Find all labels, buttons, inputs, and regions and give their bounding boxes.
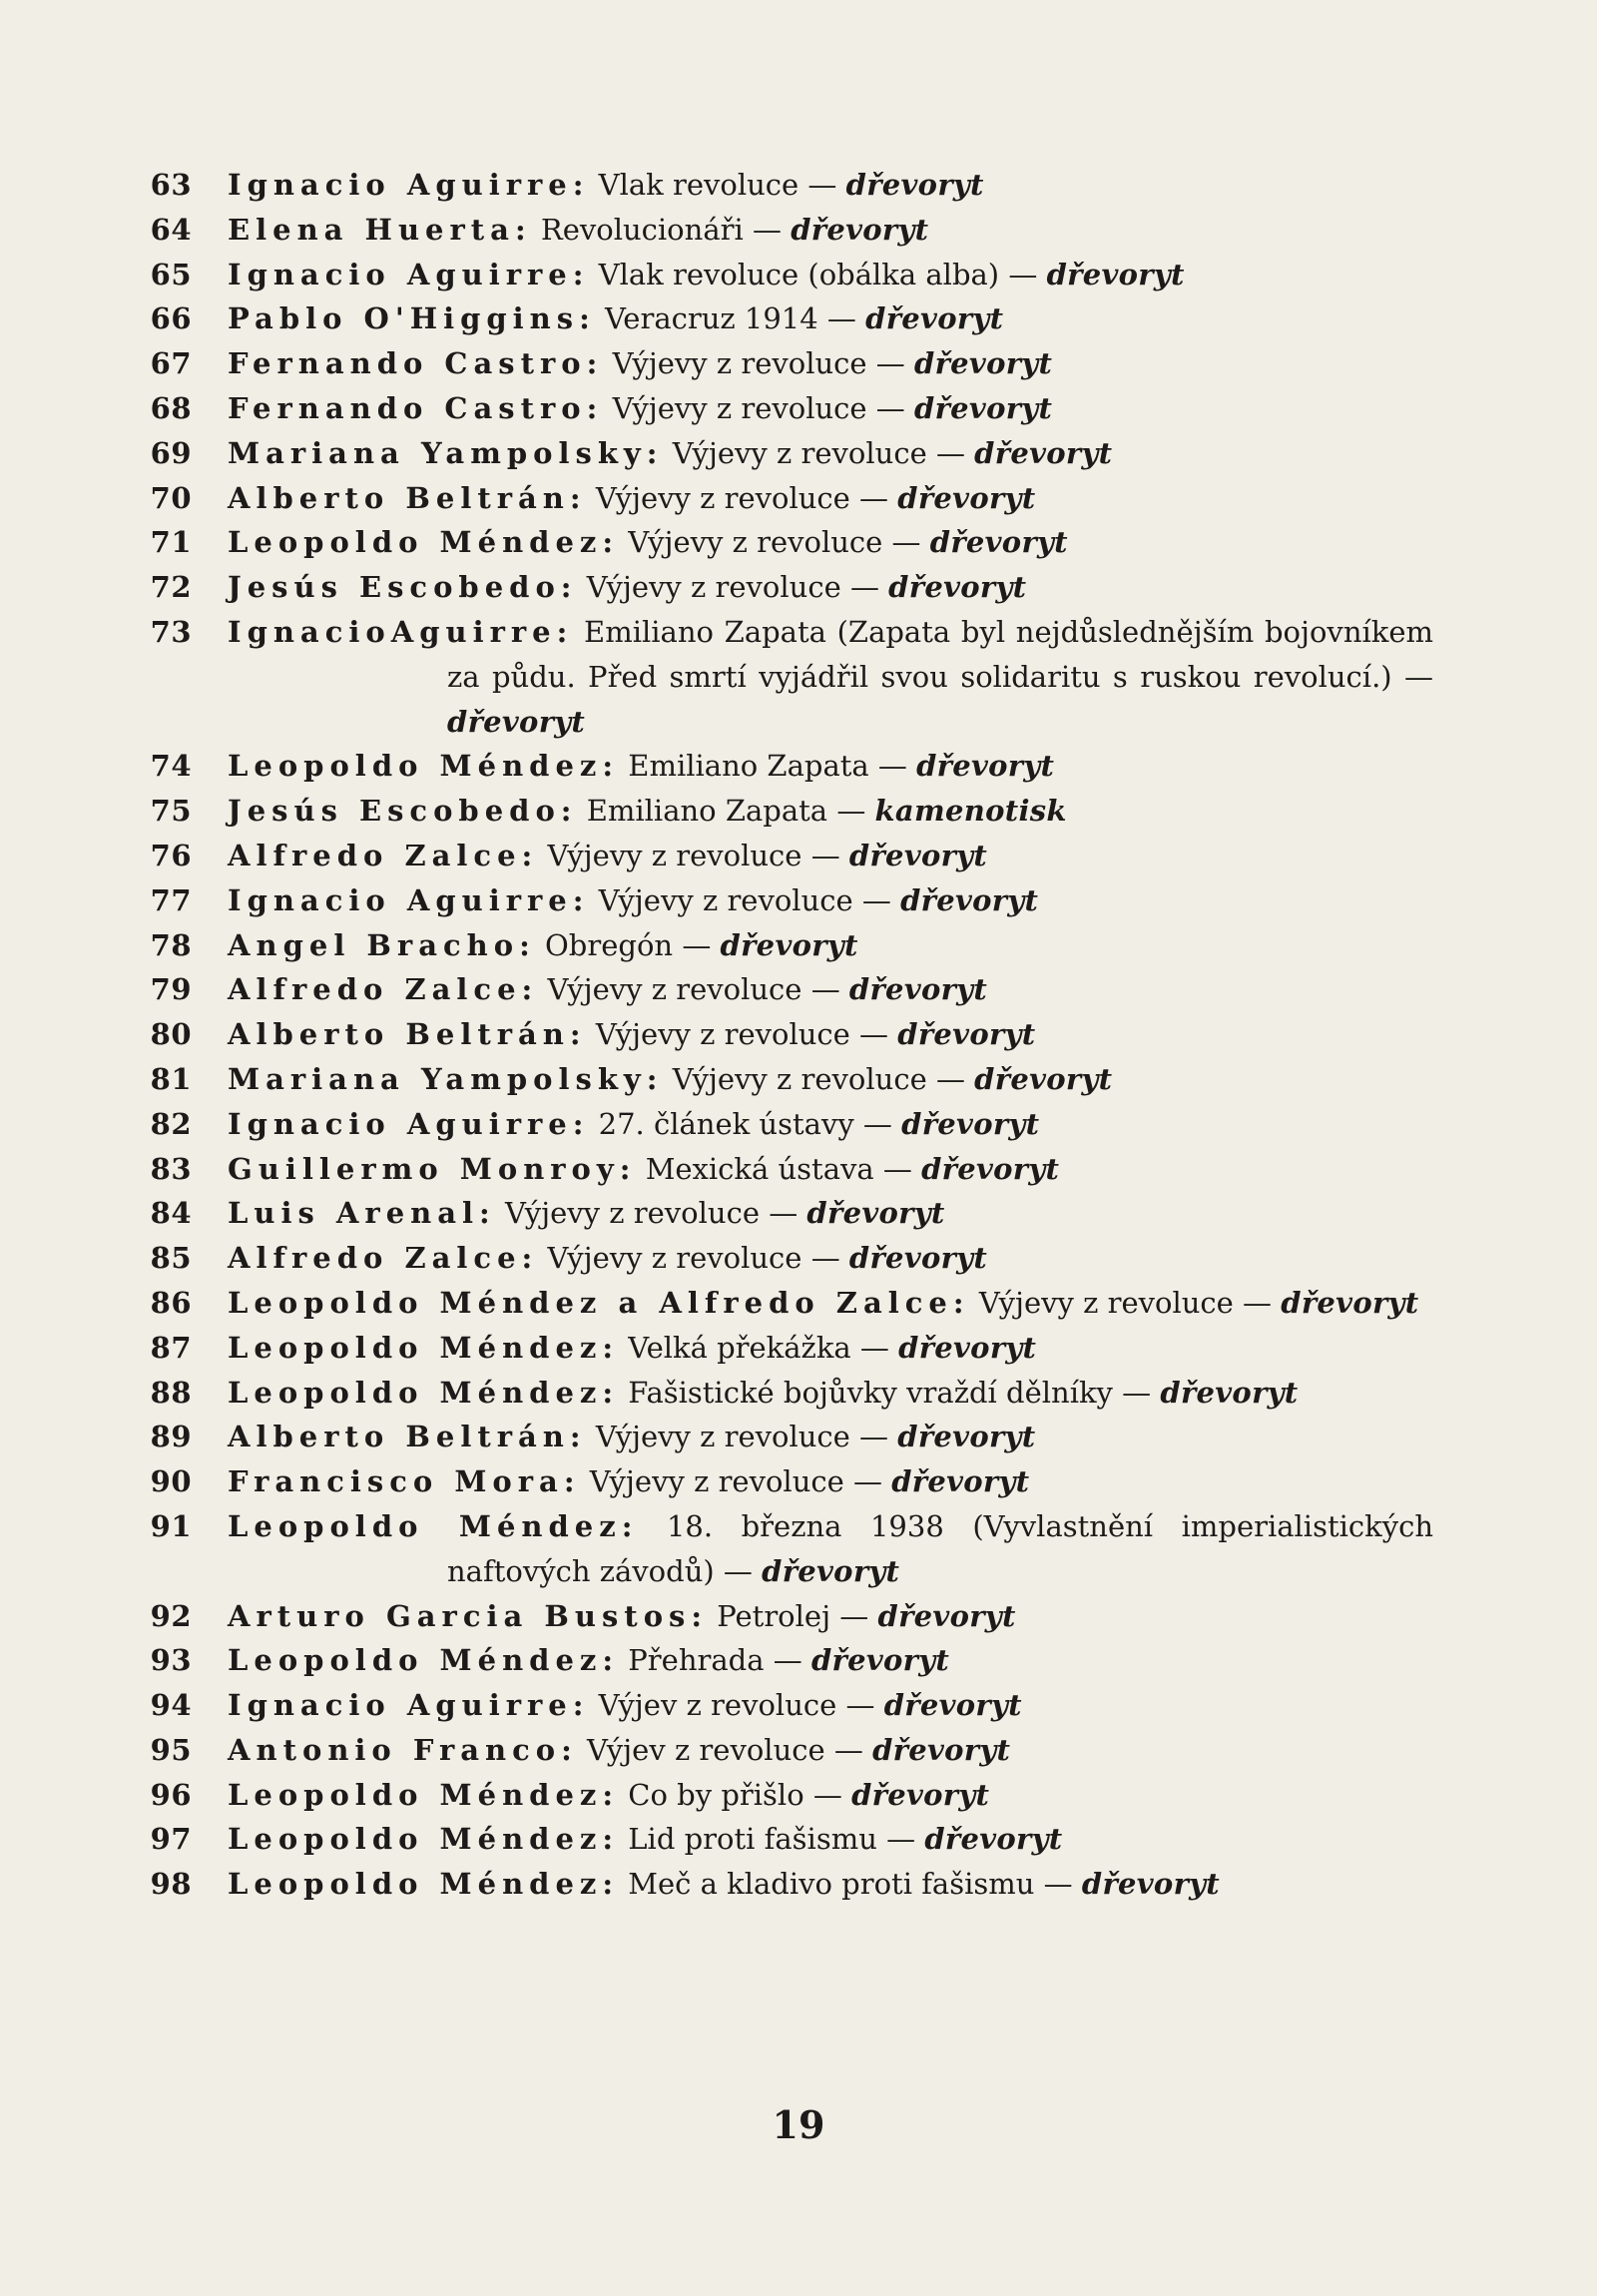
list-item [150, 744, 1447, 789]
entry-medium: dřevoryt [791, 212, 929, 247]
entry-medium: dřevoryt [810, 1643, 950, 1678]
list-item [150, 1504, 1447, 1594]
entry-number: 71 [150, 525, 192, 560]
entry-dash: — [836, 794, 866, 829]
entry-dash: — [875, 346, 905, 381]
entry-number: 74 [150, 749, 192, 784]
entry-title: Výjevy z revoluce [595, 1420, 850, 1454]
entry-author: Alberto Beltrán: [228, 480, 587, 515]
entry-number: 76 [150, 838, 192, 872]
entry-title: Výjevy z revoluce [595, 480, 850, 515]
entry-dash: — [810, 1241, 840, 1276]
list-item [150, 1102, 1447, 1147]
entry-dash: — [769, 1196, 798, 1231]
list-item [150, 1862, 1447, 1907]
entry-title: Výjevy z revoluce [672, 1061, 927, 1096]
entry-title: Co by přišlo [628, 1777, 804, 1812]
entry-title: Výjevy z revoluce [672, 435, 927, 470]
entry-number: 87 [150, 1330, 192, 1365]
list-item [150, 1326, 1447, 1371]
entry-number: 84 [150, 1196, 192, 1231]
entry-dash: — [861, 882, 891, 917]
list-item [150, 1683, 1447, 1728]
entry-dash: — [935, 1061, 965, 1096]
entry-title: Petrolej [717, 1598, 831, 1633]
entry-title: Výjevy z revoluce [598, 882, 853, 917]
entry-medium: dřevoryt [883, 1688, 1022, 1723]
entry-title: Obregón [545, 927, 674, 962]
entry-title: Mexická ústava [645, 1151, 874, 1186]
entry-title: 27. článek ústavy [598, 1106, 854, 1141]
entry-text [228, 1371, 1447, 1416]
entry-medium: dřevoryt [447, 704, 586, 739]
list-item [150, 1012, 1447, 1057]
list-item [150, 296, 1447, 341]
entry-author: Leopoldo Méndez: [228, 1867, 620, 1902]
entry-author: Leopoldo Méndez: [228, 1375, 620, 1410]
entry-author: Mariana Yampolsky: [228, 435, 664, 470]
entry-number: 94 [150, 1688, 192, 1723]
list-item [150, 1371, 1447, 1416]
entry-dash: — [845, 1688, 875, 1723]
entry-dash: — [862, 1106, 892, 1141]
entry-medium: dřevoryt [914, 346, 1053, 381]
entry-dash: — [877, 749, 907, 784]
entry-medium: dřevoryt [888, 570, 1027, 605]
entry-number: 96 [150, 1777, 192, 1812]
list-item [150, 1281, 1447, 1326]
entry-text [228, 1281, 1447, 1326]
entry-medium: dřevoryt [865, 301, 1004, 336]
entry-dash: — [859, 1420, 889, 1454]
entry-author: Francisco Mora: [228, 1464, 581, 1499]
entry-dash: — [859, 1330, 889, 1365]
entry-dash: — [682, 927, 712, 962]
list-item [150, 253, 1447, 297]
entry-title: Výjevy z revoluce [504, 1196, 760, 1231]
entry-medium: dřevoryt [872, 1732, 1011, 1767]
entry-medium: dřevoryt [916, 749, 1055, 784]
entry-number: 95 [150, 1732, 192, 1767]
entry-number: 77 [150, 882, 192, 917]
entry-number: 67 [150, 346, 192, 381]
entry-dash: — [723, 1553, 753, 1588]
artwork-list [150, 163, 1447, 1907]
entry-dash: — [810, 972, 840, 1007]
entry-title: Výjevy z revoluce [612, 346, 867, 381]
entry-medium: dřevoryt [924, 1822, 1063, 1857]
entry-text [228, 296, 1447, 341]
list-item [150, 386, 1447, 431]
entry-author: Pablo O'Higgins: [228, 301, 596, 336]
entry-author: Mariana Yampolsky: [228, 1061, 664, 1096]
entry-title: Vlak revoluce [598, 168, 799, 202]
entry-title: Výjevy z revoluce [589, 1464, 844, 1499]
entry-author: Ignacio Aguirre: [228, 168, 590, 202]
entry-number: 80 [150, 1017, 192, 1052]
entry-number: 98 [150, 1867, 192, 1902]
entry-title: Výjevy z revoluce [978, 1285, 1234, 1320]
entry-text [228, 1638, 1447, 1683]
entry-text [228, 386, 1447, 431]
entry-text [228, 1728, 1447, 1773]
entry-title: Revolucionáři [540, 212, 744, 247]
entry-dash: — [1404, 659, 1434, 694]
entry-medium: kamenotisk [874, 794, 1067, 829]
entry-number: 72 [150, 570, 192, 605]
list-item [150, 610, 1447, 744]
entry-title: Emiliano Zapata [628, 749, 869, 784]
list-item [150, 565, 1447, 610]
entry-text [228, 520, 1447, 565]
entry-medium: dřevoryt [974, 1061, 1113, 1096]
entry-text [228, 1415, 1447, 1459]
entry-medium: dřevoryt [848, 972, 988, 1007]
entry-author: Ignacio Aguirre: [228, 1106, 590, 1141]
entry-medium: dřevoryt [720, 927, 858, 962]
entry-text [228, 208, 1447, 253]
entry-text [228, 1326, 1447, 1371]
entry-medium: dřevoryt [845, 168, 984, 202]
entry-dash: — [1043, 1867, 1073, 1902]
entry-text [228, 1147, 1447, 1192]
entry-dash: — [833, 1732, 863, 1767]
list-item [150, 967, 1447, 1012]
entry-author: Fernando Castro: [228, 346, 604, 381]
list-item [150, 1638, 1447, 1683]
entry-title: Přehrada [628, 1643, 765, 1678]
entry-author: Alberto Beltrán: [228, 1420, 587, 1454]
entry-author: Elena Huerta: [228, 212, 532, 247]
list-item [150, 923, 1447, 968]
entry-dash: — [1122, 1375, 1152, 1410]
entry-dash: — [752, 212, 782, 247]
list-item [150, 1594, 1447, 1639]
entry-title: Výjevy z revoluce [628, 525, 883, 560]
entry-author: Guillermo Monroy: [228, 1151, 637, 1186]
entry-medium: dřevoryt [806, 1196, 945, 1231]
entry-number: 66 [150, 301, 192, 336]
entry-author: Leopoldo Méndez: [228, 525, 620, 560]
entry-medium: dřevoryt [762, 1553, 900, 1588]
entry-medium: dřevoryt [914, 390, 1053, 425]
entry-text [228, 476, 1447, 521]
entry-dash: — [859, 480, 889, 515]
entry-number: 85 [150, 1241, 192, 1276]
entry-number: 73 [150, 614, 192, 649]
entry-author: Leopoldo Méndez: [228, 1330, 620, 1365]
list-item [150, 163, 1447, 208]
entry-title: Lid proti fašismu [628, 1822, 877, 1857]
entry-text [228, 834, 1447, 878]
entry-text [228, 744, 1447, 789]
entry-text [228, 163, 1447, 208]
entry-number: 90 [150, 1464, 192, 1499]
entry-number: 91 [150, 1508, 192, 1543]
entry-medium: dřevoryt [848, 1241, 988, 1276]
entry-author: Fernando Castro: [228, 390, 604, 425]
entry-title: Fašistické bojůvky vraždí dělníky [628, 1375, 1113, 1410]
entry-text [228, 1594, 1447, 1639]
entry-author: Ignacio Aguirre: [228, 257, 590, 291]
entry-number: 97 [150, 1822, 192, 1857]
list-item [150, 789, 1447, 834]
entry-medium: dřevoryt [897, 1017, 1036, 1052]
entry-title: Výjevy z revoluce [547, 972, 802, 1007]
entry-number: 83 [150, 1151, 192, 1186]
entry-author: Arturo Garcia Bustos: [228, 1598, 709, 1633]
entry-dash: — [859, 1017, 889, 1052]
entry-title: Výjevy z revoluce [612, 390, 867, 425]
list-item [150, 1191, 1447, 1236]
list-item [150, 341, 1447, 386]
entry-text [228, 1683, 1447, 1728]
entry-text [228, 1504, 1447, 1594]
entry-medium: dřevoryt [1160, 1375, 1299, 1410]
list-item [150, 520, 1447, 565]
entry-title: Meč a kladivo proti fašismu [628, 1867, 1035, 1902]
entry-author: Leopoldo Méndez: [228, 1777, 620, 1812]
entry-number: 75 [150, 794, 192, 829]
entry-title: Emiliano Zapata [586, 794, 828, 829]
entry-number: 93 [150, 1643, 192, 1678]
entry-author: Leopoldo Méndez: [228, 1508, 639, 1543]
entry-text [228, 1057, 1447, 1102]
entry-medium: dřevoryt [1281, 1285, 1419, 1320]
entry-medium: dřevoryt [921, 1151, 1060, 1186]
entry-dash: — [875, 390, 905, 425]
entry-dash: — [773, 1643, 802, 1678]
entry-medium: dřevoryt [898, 1330, 1037, 1365]
entry-number: 89 [150, 1420, 192, 1454]
entry-medium: dřevoryt [974, 435, 1113, 470]
entry-medium: dřevoryt [929, 525, 1068, 560]
entry-dash: — [849, 570, 879, 605]
list-item [150, 476, 1447, 521]
entry-text [228, 565, 1447, 610]
entry-author: Jesús Escobedo: [228, 794, 578, 829]
entry-text [228, 1459, 1447, 1504]
entry-title: Výjevy z revoluce [547, 838, 802, 872]
entry-author: Leopoldo Méndez: [228, 749, 620, 784]
entry-author: Ignacio Aguirre: [228, 1688, 590, 1723]
entry-number: 65 [150, 257, 192, 291]
list-item [150, 208, 1447, 253]
entry-title: Výjevy z revoluce [595, 1017, 850, 1052]
entry-title: Výjevy z revoluce [547, 1241, 802, 1276]
entry-medium: dřevoryt [877, 1598, 1016, 1633]
entry-dash: — [810, 838, 840, 872]
entry-dash: — [891, 525, 921, 560]
entry-text [228, 1191, 1447, 1236]
entry-medium: dřevoryt [901, 1106, 1040, 1141]
list-item [150, 1459, 1447, 1504]
entry-medium: dřevoryt [1081, 1867, 1220, 1902]
entry-dash: — [935, 435, 965, 470]
entry-text [228, 341, 1447, 386]
entry-title: 18. března 1938 (Vyvlastnění imperialistických naftových závodů) [447, 1508, 1434, 1588]
entry-number: 79 [150, 972, 192, 1007]
entry-title: Výjev z revoluce [587, 1732, 825, 1767]
entry-text [228, 878, 1447, 923]
list-item [150, 834, 1447, 878]
page-number: 19 [772, 2102, 825, 2147]
list-item [150, 1817, 1447, 1862]
entry-author: Leopoldo Méndez: [228, 1643, 620, 1678]
entry-text [228, 1817, 1447, 1862]
entry-dash: — [882, 1151, 912, 1186]
entry-medium: dřevoryt [900, 882, 1039, 917]
list-item [150, 1236, 1447, 1281]
entry-dash: — [826, 301, 856, 336]
entry-text [228, 1236, 1447, 1281]
entry-number: 86 [150, 1285, 192, 1320]
entry-number: 64 [150, 212, 192, 247]
entry-author: Antonio Franco: [228, 1732, 578, 1767]
entry-dash: — [1008, 257, 1038, 291]
entry-number: 70 [150, 480, 192, 515]
entry-medium: dřevoryt [848, 838, 988, 872]
entry-text [228, 1012, 1447, 1057]
entry-text [228, 1773, 1447, 1818]
list-item [150, 431, 1447, 476]
entry-medium: dřevoryt [891, 1464, 1030, 1499]
entry-title: Vlak revoluce (obálka alba) [598, 257, 1000, 291]
entry-text [228, 967, 1447, 1012]
list-item [150, 1057, 1447, 1102]
entry-author: Alberto Beltrán: [228, 1017, 587, 1052]
entry-title: Veracruz 1914 [605, 301, 818, 336]
entry-author: Alfredo Zalce: [228, 838, 539, 872]
entry-author: Alfredo Zalce: [228, 1241, 539, 1276]
entry-medium: dřevoryt [897, 1420, 1036, 1454]
entry-text [228, 610, 1447, 744]
list-item [150, 1773, 1447, 1818]
entry-medium: dřevoryt [1046, 257, 1185, 291]
entry-text [228, 1102, 1447, 1147]
list-item [150, 1728, 1447, 1773]
entry-number: 69 [150, 435, 192, 470]
entry-author: Leopoldo Méndez a Alfredo Zalce: [228, 1285, 970, 1320]
entry-author: Leopoldo Méndez: [228, 1822, 620, 1857]
entry-dash: — [886, 1822, 916, 1857]
entry-number: 92 [150, 1598, 192, 1633]
list-item [150, 1147, 1447, 1192]
entry-author: Jesús Escobedo: [228, 570, 578, 605]
entry-number: 63 [150, 168, 192, 202]
entry-number: 88 [150, 1375, 192, 1410]
entry-title: Emiliano Zapata (Zapata byl nejdůslednějším bojovníkem za půdu. Před smrtí vyjádřil svou solidaritu s ruskou revolucí.) [447, 614, 1434, 694]
entry-title: Výjevy z revoluce [586, 570, 841, 605]
entry-text [228, 789, 1447, 834]
entry-number: 81 [150, 1061, 192, 1096]
list-item [150, 1415, 1447, 1459]
entry-dash: — [1243, 1285, 1273, 1320]
entry-author: Ignacio Aguirre: [228, 882, 590, 917]
entry-author: Luis Arenal: [228, 1196, 496, 1231]
entry-text [228, 1862, 1447, 1907]
entry-author: Angel Bracho: [228, 927, 536, 962]
entry-dash: — [839, 1598, 869, 1633]
entry-text [228, 923, 1447, 968]
entry-dash: — [853, 1464, 883, 1499]
entry-author: IgnacioAguirre: [228, 614, 574, 649]
entry-medium: dřevoryt [897, 480, 1036, 515]
entry-text [228, 253, 1447, 297]
entry-number: 68 [150, 390, 192, 425]
entry-dash: — [812, 1777, 842, 1812]
entry-title: Výjev z revoluce [598, 1688, 837, 1723]
entry-number: 78 [150, 927, 192, 962]
entry-dash: — [807, 168, 837, 202]
entry-title: Velká překážka [628, 1330, 851, 1365]
entry-author: Alfredo Zalce: [228, 972, 539, 1007]
entry-medium: dřevoryt [851, 1777, 990, 1812]
entry-number: 82 [150, 1106, 192, 1141]
list-item [150, 878, 1447, 923]
entry-text [228, 431, 1447, 476]
